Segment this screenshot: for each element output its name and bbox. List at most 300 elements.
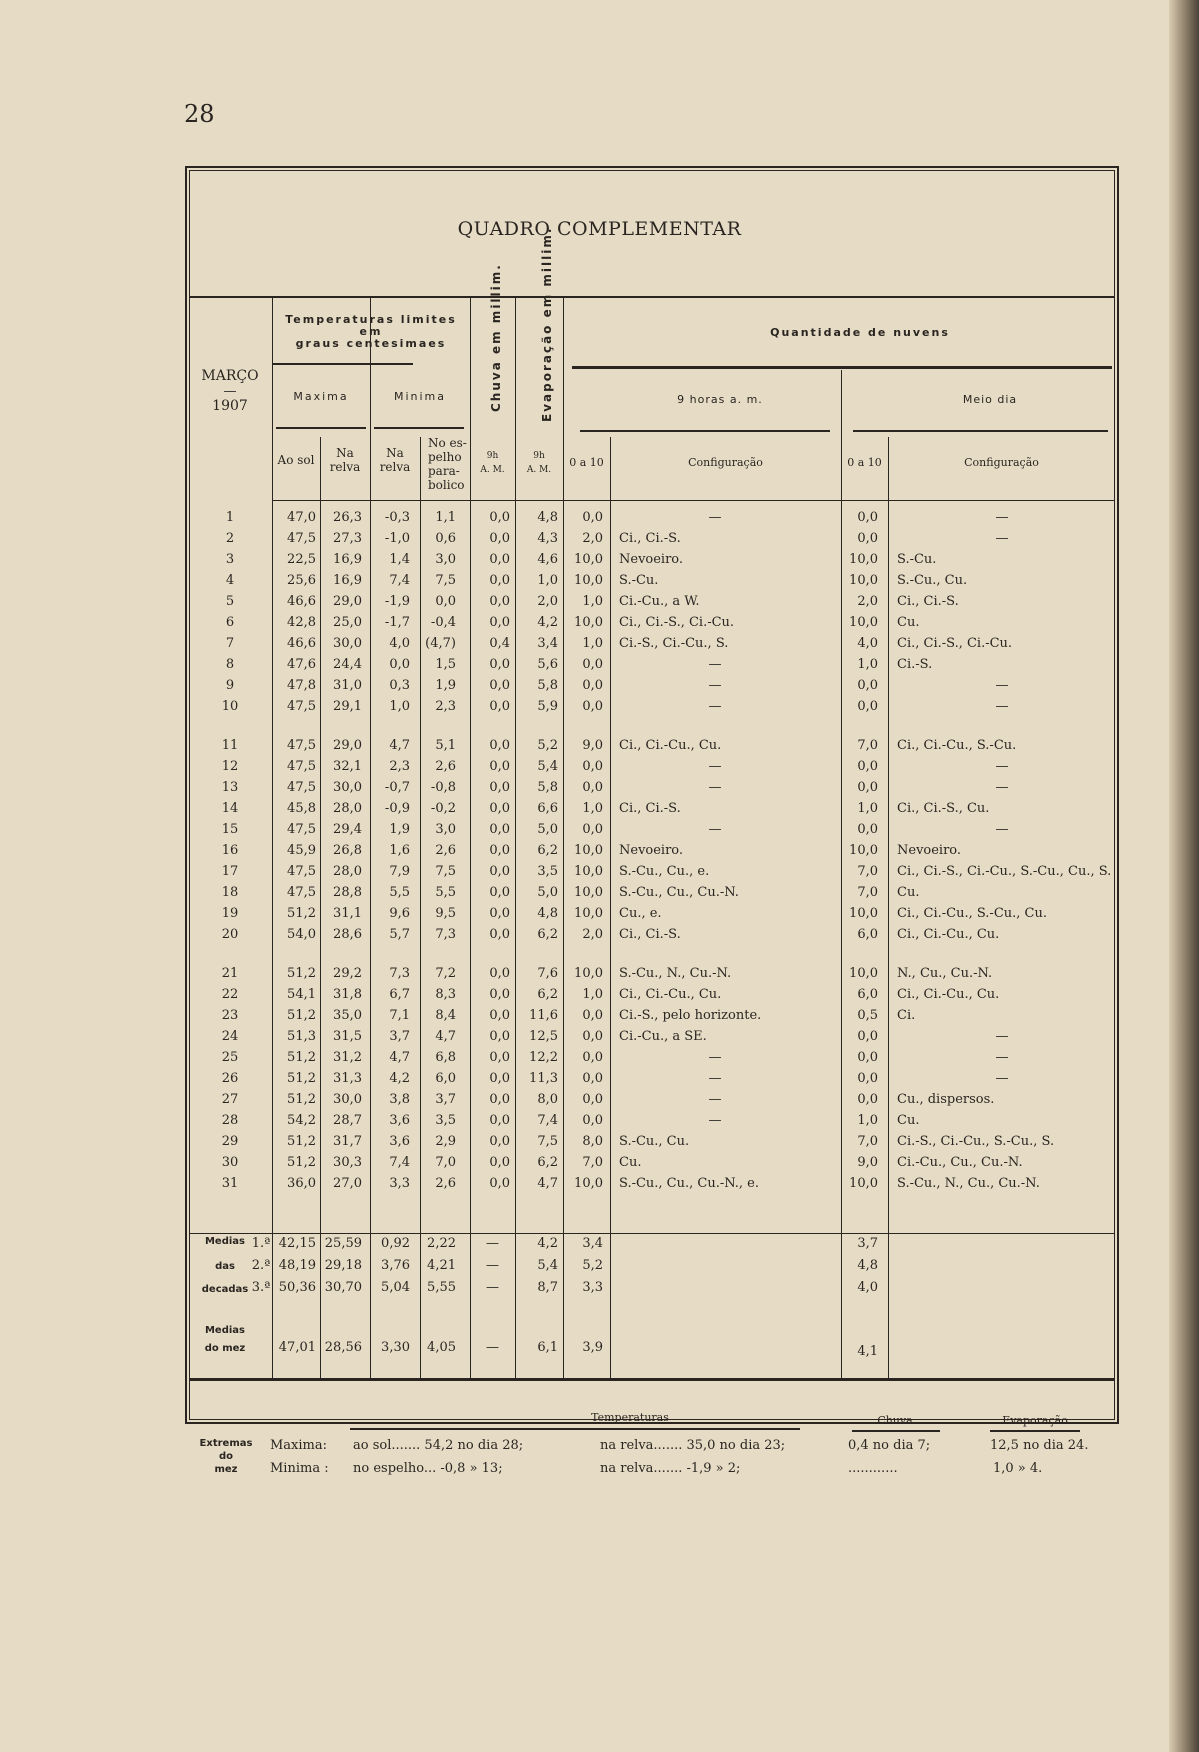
cell-config-9h: Ci., Ci.-S. <box>619 801 681 816</box>
cell-max-sol: 48,19 <box>278 1258 316 1273</box>
extremas-min-espelho: no espelho... -0,8 » 13; <box>353 1461 503 1476</box>
table-row <box>0 1176 1199 1197</box>
cell-config-meio-dia: — <box>995 1029 1009 1044</box>
cell-max-sol: 22,5 <box>287 552 316 567</box>
table-bottom-rule <box>189 1378 1115 1381</box>
table-row <box>0 780 1199 801</box>
cell-nuvens-meio-dia: 0,0 <box>857 822 878 837</box>
cell-nuvens-meio-dia: 10,0 <box>849 906 878 921</box>
cell-max-relva: 29,4 <box>333 822 362 837</box>
cell-config-meio-dia: Cu. <box>897 1113 920 1128</box>
espelho-header-2: pelho <box>428 450 462 464</box>
cell-min-espelho: 7,2 <box>435 966 456 981</box>
cell-config-9h: Ci., Ci.-Cu., Cu. <box>619 738 722 753</box>
cell-config-meio-dia: Ci.-S., Ci.-Cu., S.-Cu., S. <box>897 1134 1055 1149</box>
cell-config-9h: — <box>708 1113 722 1128</box>
cell-min-espelho: 4,7 <box>435 1029 456 1044</box>
cell-nuvens-meio-dia: 4,8 <box>857 1258 878 1273</box>
cell-max-sol: 47,5 <box>287 864 316 879</box>
cell-chuva: 0,4 <box>489 636 510 651</box>
nove-horas-rule <box>580 430 830 432</box>
page-number: 28 <box>184 100 215 128</box>
cell-evaporacao: 6,2 <box>537 927 558 942</box>
cell-max-relva: 28,0 <box>333 864 362 879</box>
medias-decadas-label-3: decadas <box>201 1284 249 1295</box>
cell-max-sol: 47,5 <box>287 885 316 900</box>
extremas-label-3: mez <box>214 1464 238 1475</box>
subheader-bottom-rule <box>272 500 1115 501</box>
cell-max-relva: 16,9 <box>333 552 362 567</box>
cell-config-meio-dia: — <box>995 510 1009 525</box>
cell-max-sol: 25,6 <box>287 573 316 588</box>
cell-day: 2 <box>225 531 235 546</box>
cell-evaporacao: 7,4 <box>537 1113 558 1128</box>
cell-min-relva: 0,3 <box>389 678 410 693</box>
cell-max-sol: 46,6 <box>287 594 316 609</box>
cell-day: 13 <box>221 780 239 795</box>
medias-mez-label-1: Medias <box>204 1325 246 1336</box>
cell-day: 24 <box>221 1029 239 1044</box>
cell-min-espelho: 2,3 <box>435 699 456 714</box>
cell-config-9h: S.-Cu., Cu., e. <box>619 864 710 879</box>
cell-nuvens-meio-dia: 4,0 <box>857 1280 878 1295</box>
cell-evaporacao: 6,1 <box>537 1340 558 1355</box>
cell-nuvens-9h: 0,0 <box>582 510 603 525</box>
table-row <box>0 759 1199 780</box>
cell-min-espelho: 3,0 <box>435 552 456 567</box>
cell-max-sol: 45,8 <box>287 801 316 816</box>
cell-config-meio-dia: Ci., Ci.-Cu., Cu. <box>897 927 1000 942</box>
cell-day: 22 <box>221 987 239 1002</box>
cell-min-espelho: 2,6 <box>435 759 456 774</box>
cell-max-relva: 31,8 <box>333 987 362 1002</box>
cell-nuvens-meio-dia: 6,0 <box>857 927 878 942</box>
cell-min-relva: 0,92 <box>381 1236 410 1251</box>
cell-nuvens-meio-dia: 0,0 <box>857 1050 878 1065</box>
cell-nuvens-meio-dia: 0,5 <box>857 1008 878 1023</box>
cell-nuvens-9h: 0,0 <box>582 1029 603 1044</box>
cell-chuva: 0,0 <box>489 759 510 774</box>
cell-min-espelho: -0,8 <box>430 780 456 795</box>
cell-nuvens-meio-dia: 0,0 <box>857 1092 878 1107</box>
cell-config-meio-dia: Nevoeiro. <box>897 843 962 858</box>
cell-nuvens-9h: 1,0 <box>582 636 603 651</box>
cell-chuva: — <box>486 1236 499 1251</box>
cell-evaporacao: 12,2 <box>529 1050 558 1065</box>
table-row <box>0 1008 1199 1029</box>
evap-sub-2: A. M. <box>526 465 552 475</box>
cell-min-relva: 4,2 <box>389 1071 410 1086</box>
cell-nuvens-9h: 0,0 <box>582 699 603 714</box>
cell-nuvens-9h: 2,0 <box>582 531 603 546</box>
table-row <box>0 801 1199 822</box>
cell-min-relva: 1,9 <box>389 822 410 837</box>
chuva-sub-1: 9h <box>486 451 499 461</box>
cell-max-relva: 32,1 <box>333 759 362 774</box>
espelho-header-4: bolico <box>428 478 465 492</box>
cell-nuvens-9h: 0,0 <box>582 1050 603 1065</box>
medias-decada-row <box>0 1280 1199 1301</box>
cell-nuvens-9h: 2,0 <box>582 927 603 942</box>
cell-nuvens-9h: 1,0 <box>582 801 603 816</box>
cell-evaporacao: 11,6 <box>529 1008 558 1023</box>
cell-chuva: 0,0 <box>489 987 510 1002</box>
cell-config-meio-dia: Cu., dispersos. <box>897 1092 995 1107</box>
cell-min-relva: 3,6 <box>389 1134 410 1149</box>
na-relva-min-header-2: relva <box>379 460 411 474</box>
cell-nuvens-9h: 0,0 <box>582 780 603 795</box>
cell-nuvens-9h: 10,0 <box>574 966 603 981</box>
cell-max-relva: 31,3 <box>333 1071 362 1086</box>
minima-label: Minima <box>393 390 447 403</box>
cell-config-9h: Nevoeiro. <box>619 552 684 567</box>
cell-max-relva: 31,0 <box>333 678 362 693</box>
cell-max-sol: 47,8 <box>287 678 316 693</box>
cell-chuva: 0,0 <box>489 822 510 837</box>
cell-day: 12 <box>221 759 239 774</box>
cell-config-meio-dia: Ci.-Cu., Cu., Cu.-N. <box>897 1155 1023 1170</box>
temp-group-line-2: em <box>359 325 383 338</box>
cell-config-meio-dia: Cu. <box>897 885 920 900</box>
cell-evaporacao: 12,5 <box>529 1029 558 1044</box>
cell-config-9h: S.-Cu., N., Cu.-N. <box>619 966 732 981</box>
cell-nuvens-meio-dia: 1,0 <box>857 1113 878 1128</box>
cell-config-9h: S.-Cu., Cu., Cu.-N. <box>619 885 739 900</box>
cell-min-espelho: -0,2 <box>430 801 456 816</box>
cell-nuvens-meio-dia: 10,0 <box>849 615 878 630</box>
cell-nuvens-meio-dia: 10,0 <box>849 573 878 588</box>
cell-min-relva: 1,6 <box>389 843 410 858</box>
cell-min-relva: 3,6 <box>389 1113 410 1128</box>
cell-day: 27 <box>221 1092 239 1107</box>
cell-nuvens-meio-dia: 10,0 <box>849 552 878 567</box>
cell-min-espelho: 2,6 <box>435 1176 456 1191</box>
cell-max-relva: 27,0 <box>333 1176 362 1191</box>
cell-config-9h: — <box>708 678 722 693</box>
cell-max-sol: 54,1 <box>287 987 316 1002</box>
cell-min-relva: 9,6 <box>389 906 410 921</box>
config-1-header: Configuração <box>688 456 763 469</box>
cell-min-espelho: 3,0 <box>435 822 456 837</box>
cell-min-espelho: 8,3 <box>435 987 456 1002</box>
cell-nuvens-meio-dia: 0,0 <box>857 780 878 795</box>
cell-chuva: — <box>486 1340 499 1355</box>
cell-nuvens-9h: 0,0 <box>582 678 603 693</box>
cell-day: 31 <box>221 1176 239 1191</box>
table-row <box>0 885 1199 906</box>
meio-dia-header: Meio dia <box>962 393 1018 406</box>
cell-config-9h: Ci.-Cu., a SE. <box>619 1029 707 1044</box>
cell-evaporacao: 5,4 <box>537 759 558 774</box>
cell-chuva: 0,0 <box>489 927 510 942</box>
table-row <box>0 966 1199 987</box>
cell-max-relva: 30,0 <box>333 1092 362 1107</box>
cell-day: 3 <box>225 552 235 567</box>
cell-config-9h: S.-Cu. <box>619 573 659 588</box>
cell-max-sol: 46,6 <box>287 636 316 651</box>
cell-chuva: 0,0 <box>489 510 510 525</box>
cell-min-relva: 2,3 <box>389 759 410 774</box>
cell-day: 28 <box>221 1113 239 1128</box>
cell-config-9h: Ci., Ci.-S. <box>619 531 681 546</box>
table-row <box>0 594 1199 615</box>
cell-max-sol: 47,0 <box>287 510 316 525</box>
table-title: QUADRO COMPLEMENTAR <box>457 218 742 240</box>
cell-config-meio-dia: Cu. <box>897 615 920 630</box>
cell-config-9h: Ci.-Cu., a W. <box>619 594 700 609</box>
cell-chuva: 0,0 <box>489 1071 510 1086</box>
cell-min-relva: 1,0 <box>389 699 410 714</box>
cell-min-espelho: 0,0 <box>435 594 456 609</box>
cell-evaporacao: 5,8 <box>537 678 558 693</box>
extremas-evap-header: Evaporação <box>1002 1414 1068 1427</box>
cell-nuvens-9h: 9,0 <box>582 738 603 753</box>
cell-nuvens-9h: 3,4 <box>582 1236 603 1251</box>
scale-2-header: 0 a 10 <box>847 456 882 469</box>
cell-config-meio-dia: Ci., Ci.-S., Cu. <box>897 801 990 816</box>
cell-evaporacao: 5,6 <box>537 657 558 672</box>
cell-config-9h: — <box>708 822 722 837</box>
table-row <box>0 1134 1199 1155</box>
cell-nuvens-9h: 0,0 <box>582 1113 603 1128</box>
cell-chuva: 0,0 <box>489 699 510 714</box>
cell-max-sol: 36,0 <box>287 1176 316 1191</box>
cell-config-9h: Cu. <box>619 1155 642 1170</box>
cell-evaporacao: 3,5 <box>537 864 558 879</box>
cell-chuva: 0,0 <box>489 780 510 795</box>
cell-day: 11 <box>221 738 239 753</box>
cell-min-relva: 5,04 <box>381 1280 410 1295</box>
cell-max-relva: 30,0 <box>333 780 362 795</box>
cell-day: 7 <box>225 636 235 651</box>
table-row <box>0 843 1199 864</box>
config-2-header: Configuração <box>964 456 1039 469</box>
cell-config-9h: — <box>708 1071 722 1086</box>
cell-nuvens-meio-dia: 7,0 <box>857 1134 878 1149</box>
cell-min-espelho: 1,9 <box>435 678 456 693</box>
cell-max-relva: 28,6 <box>333 927 362 942</box>
extremas-min-chuva: ............ <box>848 1461 898 1476</box>
cell-nuvens-9h: 7,0 <box>582 1155 603 1170</box>
cell-config-meio-dia: Ci., Ci.-S., Ci.-Cu., S.-Cu., Cu., S. <box>897 864 1112 879</box>
cell-chuva: 0,0 <box>489 1134 510 1149</box>
cell-day: 10 <box>221 699 239 714</box>
cell-min-relva: 4,0 <box>389 636 410 651</box>
cell-config-9h: S.-Cu., Cu., Cu.-N., e. <box>619 1176 760 1191</box>
cell-config-9h: — <box>708 699 722 714</box>
cell-min-relva: 5,5 <box>389 885 410 900</box>
nuvens-rule <box>572 366 1112 369</box>
cell-max-relva: 29,0 <box>333 594 362 609</box>
cell-evaporacao: 6,2 <box>537 843 558 858</box>
table-row <box>0 906 1199 927</box>
cell-max-sol: 45,9 <box>287 843 316 858</box>
cell-config-meio-dia: Ci. <box>897 1008 916 1023</box>
table-row <box>0 552 1199 573</box>
cell-day: 9 <box>225 678 235 693</box>
header-top-rule <box>189 296 1115 298</box>
cell-max-relva: 30,3 <box>333 1155 362 1170</box>
year-label: 1907 <box>212 398 248 414</box>
cell-max-relva: 26,8 <box>333 843 362 858</box>
cell-evaporacao: 5,4 <box>537 1258 558 1273</box>
na-relva-min-header-1: Na <box>386 446 404 460</box>
cell-day: 29 <box>221 1134 239 1149</box>
cell-nuvens-9h: 10,0 <box>574 864 603 879</box>
cell-nuvens-meio-dia: 7,0 <box>857 864 878 879</box>
cell-min-relva: 5,7 <box>389 927 410 942</box>
cell-evaporacao: 3,4 <box>537 636 558 651</box>
cell-max-relva: 35,0 <box>333 1008 362 1023</box>
cell-evaporacao: 5,9 <box>537 699 558 714</box>
cell-config-9h: — <box>708 657 722 672</box>
cell-min-relva: 3,76 <box>381 1258 410 1273</box>
cell-min-relva: 7,4 <box>389 1155 410 1170</box>
cell-max-relva: 28,0 <box>333 801 362 816</box>
cell-config-meio-dia: S.-Cu., Cu. <box>897 573 968 588</box>
cell-config-meio-dia: — <box>995 1050 1009 1065</box>
cell-min-relva: 3,30 <box>381 1340 410 1355</box>
cell-min-espelho: 5,5 <box>435 885 456 900</box>
cell-max-sol: 51,2 <box>287 1092 316 1107</box>
cell-evaporacao: 6,6 <box>537 801 558 816</box>
cell-config-9h: Ci.-S., Ci.-Cu., S. <box>619 636 729 651</box>
cell-min-espelho: 7,5 <box>435 573 456 588</box>
cell-max-sol: 42,8 <box>287 615 316 630</box>
cell-max-relva: 29,1 <box>333 699 362 714</box>
cell-evaporacao: 4,6 <box>537 552 558 567</box>
cell-max-sol: 47,5 <box>287 822 316 837</box>
extremas-label-1: Extremas <box>199 1438 253 1449</box>
table-row <box>0 510 1199 531</box>
cell-max-sol: 51,2 <box>287 1134 316 1149</box>
cell-chuva: 0,0 <box>489 1176 510 1191</box>
table-row <box>0 678 1199 699</box>
espelho-header-1: No es- <box>428 436 467 450</box>
cell-config-meio-dia: — <box>995 759 1009 774</box>
cell-chuva: — <box>486 1280 499 1295</box>
cell-nuvens-meio-dia: 0,0 <box>857 759 878 774</box>
cell-max-relva: 28,8 <box>333 885 362 900</box>
cell-config-9h: — <box>708 1092 722 1107</box>
cell-nuvens-meio-dia: 0,0 <box>857 1071 878 1086</box>
cell-min-relva: 4,7 <box>389 738 410 753</box>
cell-max-sol: 47,5 <box>287 738 316 753</box>
table-row <box>0 699 1199 720</box>
cell-day: 16 <box>221 843 239 858</box>
cell-chuva: 0,0 <box>489 657 510 672</box>
extremas-min-evap: 1,0 » 4. <box>993 1461 1043 1476</box>
extremas-evap-rule <box>990 1430 1080 1432</box>
cell-config-9h: Cu., e. <box>619 906 662 921</box>
extremas-max-chuva: 0,4 no dia 7; <box>848 1438 931 1453</box>
cell-config-meio-dia: Ci.-S. <box>897 657 933 672</box>
cell-max-sol: 51,2 <box>287 1050 316 1065</box>
cell-nuvens-meio-dia: 0,0 <box>857 699 878 714</box>
cell-max-sol: 51,2 <box>287 966 316 981</box>
cell-nuvens-9h: 10,0 <box>574 1176 603 1191</box>
table-row <box>0 531 1199 552</box>
cell-config-meio-dia: — <box>995 678 1009 693</box>
cell-min-espelho: 3,7 <box>435 1092 456 1107</box>
cell-min-relva: 3,3 <box>389 1176 410 1191</box>
cell-day: 5 <box>225 594 235 609</box>
cell-nuvens-9h: 0,0 <box>582 1008 603 1023</box>
cell-max-sol: 51,2 <box>287 1071 316 1086</box>
cell-nuvens-meio-dia: 7,0 <box>857 738 878 753</box>
cell-config-meio-dia: S.-Cu. <box>897 552 937 567</box>
table-row <box>0 864 1199 885</box>
cell-nuvens-9h: 10,0 <box>574 573 603 588</box>
cell-nuvens-meio-dia: 3,7 <box>857 1236 878 1251</box>
cell-day: 23 <box>221 1008 239 1023</box>
medias-decadas-label-2: das <box>215 1261 235 1272</box>
cell-max-sol: 51,2 <box>287 906 316 921</box>
extremas-min-relva: na relva....... -1,9 » 2; <box>600 1461 741 1476</box>
cell-chuva: 0,0 <box>489 1050 510 1065</box>
cell-min-relva: 7,4 <box>389 573 410 588</box>
cell-nuvens-meio-dia: 1,0 <box>857 657 878 672</box>
maxima-label: Maxima <box>293 390 349 403</box>
cell-evaporacao: 4,2 <box>537 615 558 630</box>
cell-nuvens-meio-dia: 1,0 <box>857 801 878 816</box>
cell-nuvens-9h: 0,0 <box>582 822 603 837</box>
cell-nuvens-meio-dia: 10,0 <box>849 1176 878 1191</box>
cell-day: 30 <box>221 1155 239 1170</box>
cell-day: 18 <box>221 885 239 900</box>
cell-config-9h: — <box>708 780 722 795</box>
cell-chuva: 0,0 <box>489 552 510 567</box>
cell-min-relva: 3,7 <box>389 1029 410 1044</box>
cell-config-9h: — <box>708 1050 722 1065</box>
cell-config-9h: Ci., Ci.-S., Ci.-Cu. <box>619 615 735 630</box>
cell-nuvens-9h: 10,0 <box>574 885 603 900</box>
ao-sol-header: Ao sol <box>277 453 315 467</box>
month-dash: — <box>223 384 237 399</box>
cell-max-relva: 30,0 <box>333 636 362 651</box>
cell-config-meio-dia: — <box>995 780 1009 795</box>
temp-group-line-3: graus centesimaes <box>295 337 447 350</box>
cell-min-espelho: 4,21 <box>427 1258 456 1273</box>
cell-config-meio-dia: S.-Cu., N., Cu., Cu.-N. <box>897 1176 1040 1191</box>
extremas-max-evap: 12,5 no dia 24. <box>990 1438 1089 1453</box>
evap-sub-1: 9h <box>533 451 545 461</box>
cell-config-meio-dia: N., Cu., Cu.-N. <box>897 966 993 981</box>
medias-mez-label-2: do mez <box>204 1343 246 1354</box>
cell-config-9h: Nevoeiro. <box>619 843 684 858</box>
extremas-temperaturas-header: Temperaturas <box>591 1411 669 1424</box>
cell-min-espelho: 6,0 <box>435 1071 456 1086</box>
cell-chuva: — <box>486 1258 499 1273</box>
cell-day: 20 <box>221 927 239 942</box>
medias-decadas-label-1: Medias <box>204 1236 246 1247</box>
cell-max-sol: 47,6 <box>287 657 316 672</box>
meio-dia-rule <box>853 430 1108 432</box>
cell-min-relva: 6,7 <box>389 987 410 1002</box>
cell-max-sol: 54,0 <box>287 927 316 942</box>
cell-decada: 1.ª <box>251 1236 271 1251</box>
cell-max-relva: 29,2 <box>333 966 362 981</box>
cell-max-relva: 31,5 <box>333 1029 362 1044</box>
cell-config-meio-dia: Ci., Ci.-Cu., S.-Cu. <box>897 738 1017 753</box>
cell-evaporacao: 4,7 <box>537 1176 558 1191</box>
cell-max-relva: 29,18 <box>324 1258 362 1273</box>
cell-day: 6 <box>225 615 235 630</box>
cell-evaporacao: 5,0 <box>537 885 558 900</box>
cell-max-sol: 54,2 <box>287 1113 316 1128</box>
cell-min-relva: -0,7 <box>384 780 410 795</box>
cell-min-espelho: (4,7) <box>425 636 456 651</box>
